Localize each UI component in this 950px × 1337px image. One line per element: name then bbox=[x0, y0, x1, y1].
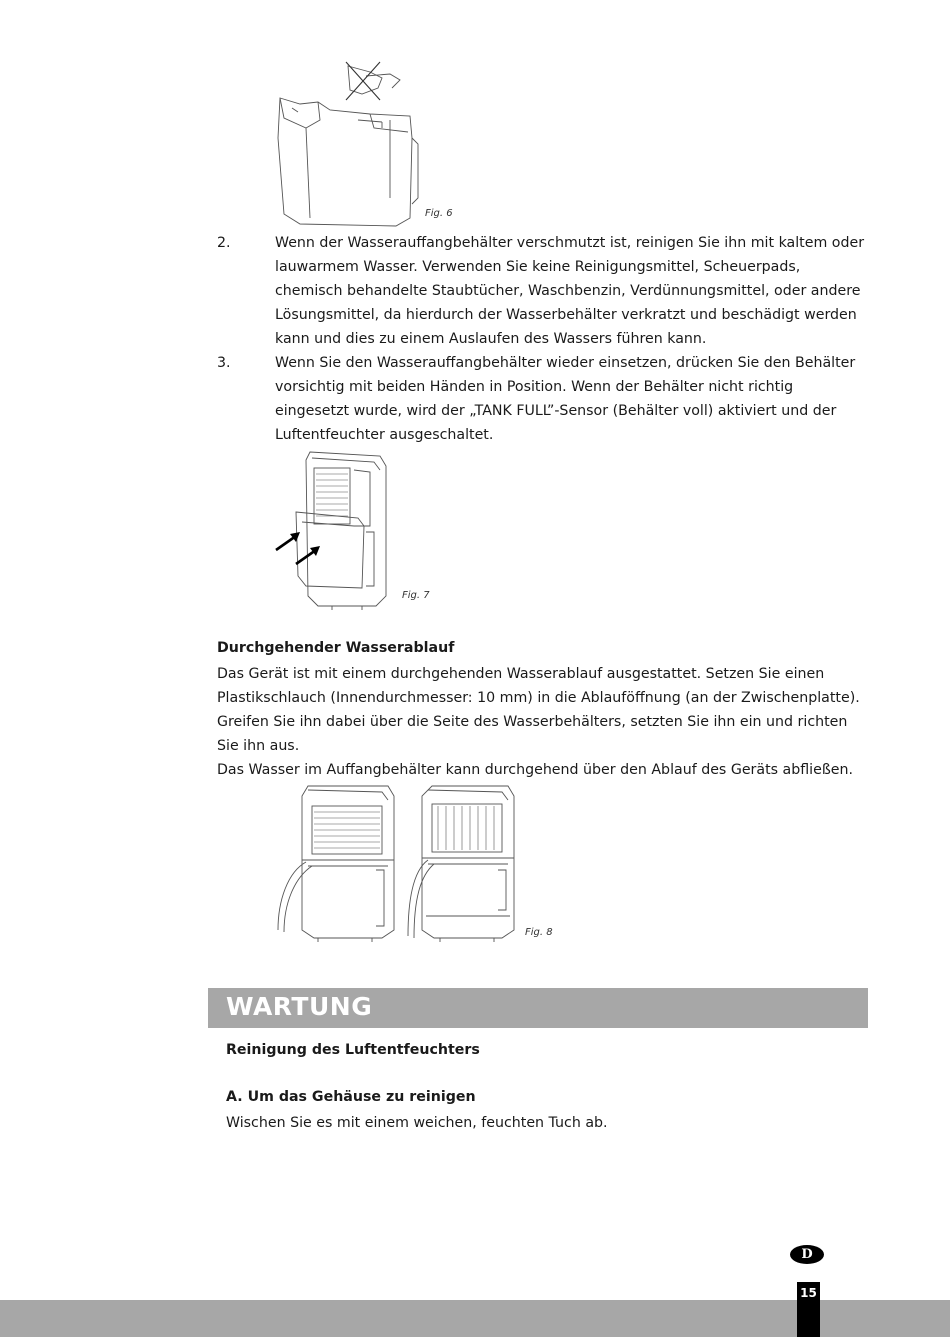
step-text: Wenn der Wasserauffangbehälter verschmutzt ist, reinigen Sie ihn mit kaltem oder lauwarmem Wasser. Verwenden Sie keine Reinigungsmittel, Scheuerpads, chemisch behandelte Staubtücher, Waschbenzin, Verdünnungsmittel, oder andere Lösungsmittel, da hierdurch der Wasserbehälter verkratzt und beschädigt werden kann und dies zu einem Auslaufen des Wassers führen kann. bbox=[275, 235, 865, 347]
step-number: 3. bbox=[217, 355, 231, 371]
drain-paragraph-1: Das Gerät ist mit einem durchgehenden Wasserablauf ausgestattet. Setzen Sie einen Plastikschlauch (Innendurchmesser: 10 mm) in die Ablauföffnung (an der Zwischenplatte). Greifen Sie ihn dabei über die Seite des Wasserbehälters, setzten Sie ihn ein und richten Sie ihn aus. bbox=[217, 666, 860, 754]
figure-8-drain-hose-illustration bbox=[272, 780, 527, 945]
section-a-heading: A. Um das Gehäuse zu reinigen bbox=[226, 1089, 476, 1105]
page-number-tab bbox=[797, 1282, 820, 1337]
drain-paragraph-2: Das Wasser im Auffangbehälter kann durchgehend über den Ablauf des Geräts abfließen. bbox=[217, 762, 854, 778]
section-banner bbox=[208, 988, 868, 1028]
section-title: WARTUNG bbox=[226, 992, 373, 1021]
figure-7-insert-tank-illustration bbox=[270, 446, 395, 611]
step-number: 2. bbox=[217, 235, 231, 251]
drain-hose-drawing bbox=[272, 780, 527, 945]
step-text: Wenn Sie den Wasserauffangbehälter wieder einsetzen, drücken Sie den Behälter vorsichtig mit beiden Händen in Position. Wenn der Behälter nicht richtig eingesetzt wurde, wird der „TANK FULL”-Sensor (Behälter voll) aktiviert und der Luftentfeuchter ausgeschaltet. bbox=[275, 355, 856, 443]
figure-7-caption: Fig. 7 bbox=[402, 590, 430, 601]
language-badge: D bbox=[790, 1245, 824, 1264]
figure-8-caption: Fig. 8 bbox=[525, 927, 553, 938]
step-2 bbox=[217, 231, 867, 351]
section-a-text: Wischen Sie es mit einem weichen, feuchten Tuch ab. bbox=[226, 1115, 608, 1131]
cleaning-subheading: Reinigung des Luftentfeuchters bbox=[226, 1042, 480, 1058]
drain-heading: Durchgehender Wasserablauf bbox=[217, 640, 455, 656]
figure-6-tank-illustration bbox=[270, 58, 430, 228]
tank-drawing bbox=[270, 58, 430, 228]
dehumidifier-insert-drawing bbox=[270, 446, 395, 611]
page-number: 15 bbox=[800, 1286, 817, 1300]
figure-6-caption: Fig. 6 bbox=[425, 208, 453, 219]
step-3 bbox=[217, 351, 867, 447]
